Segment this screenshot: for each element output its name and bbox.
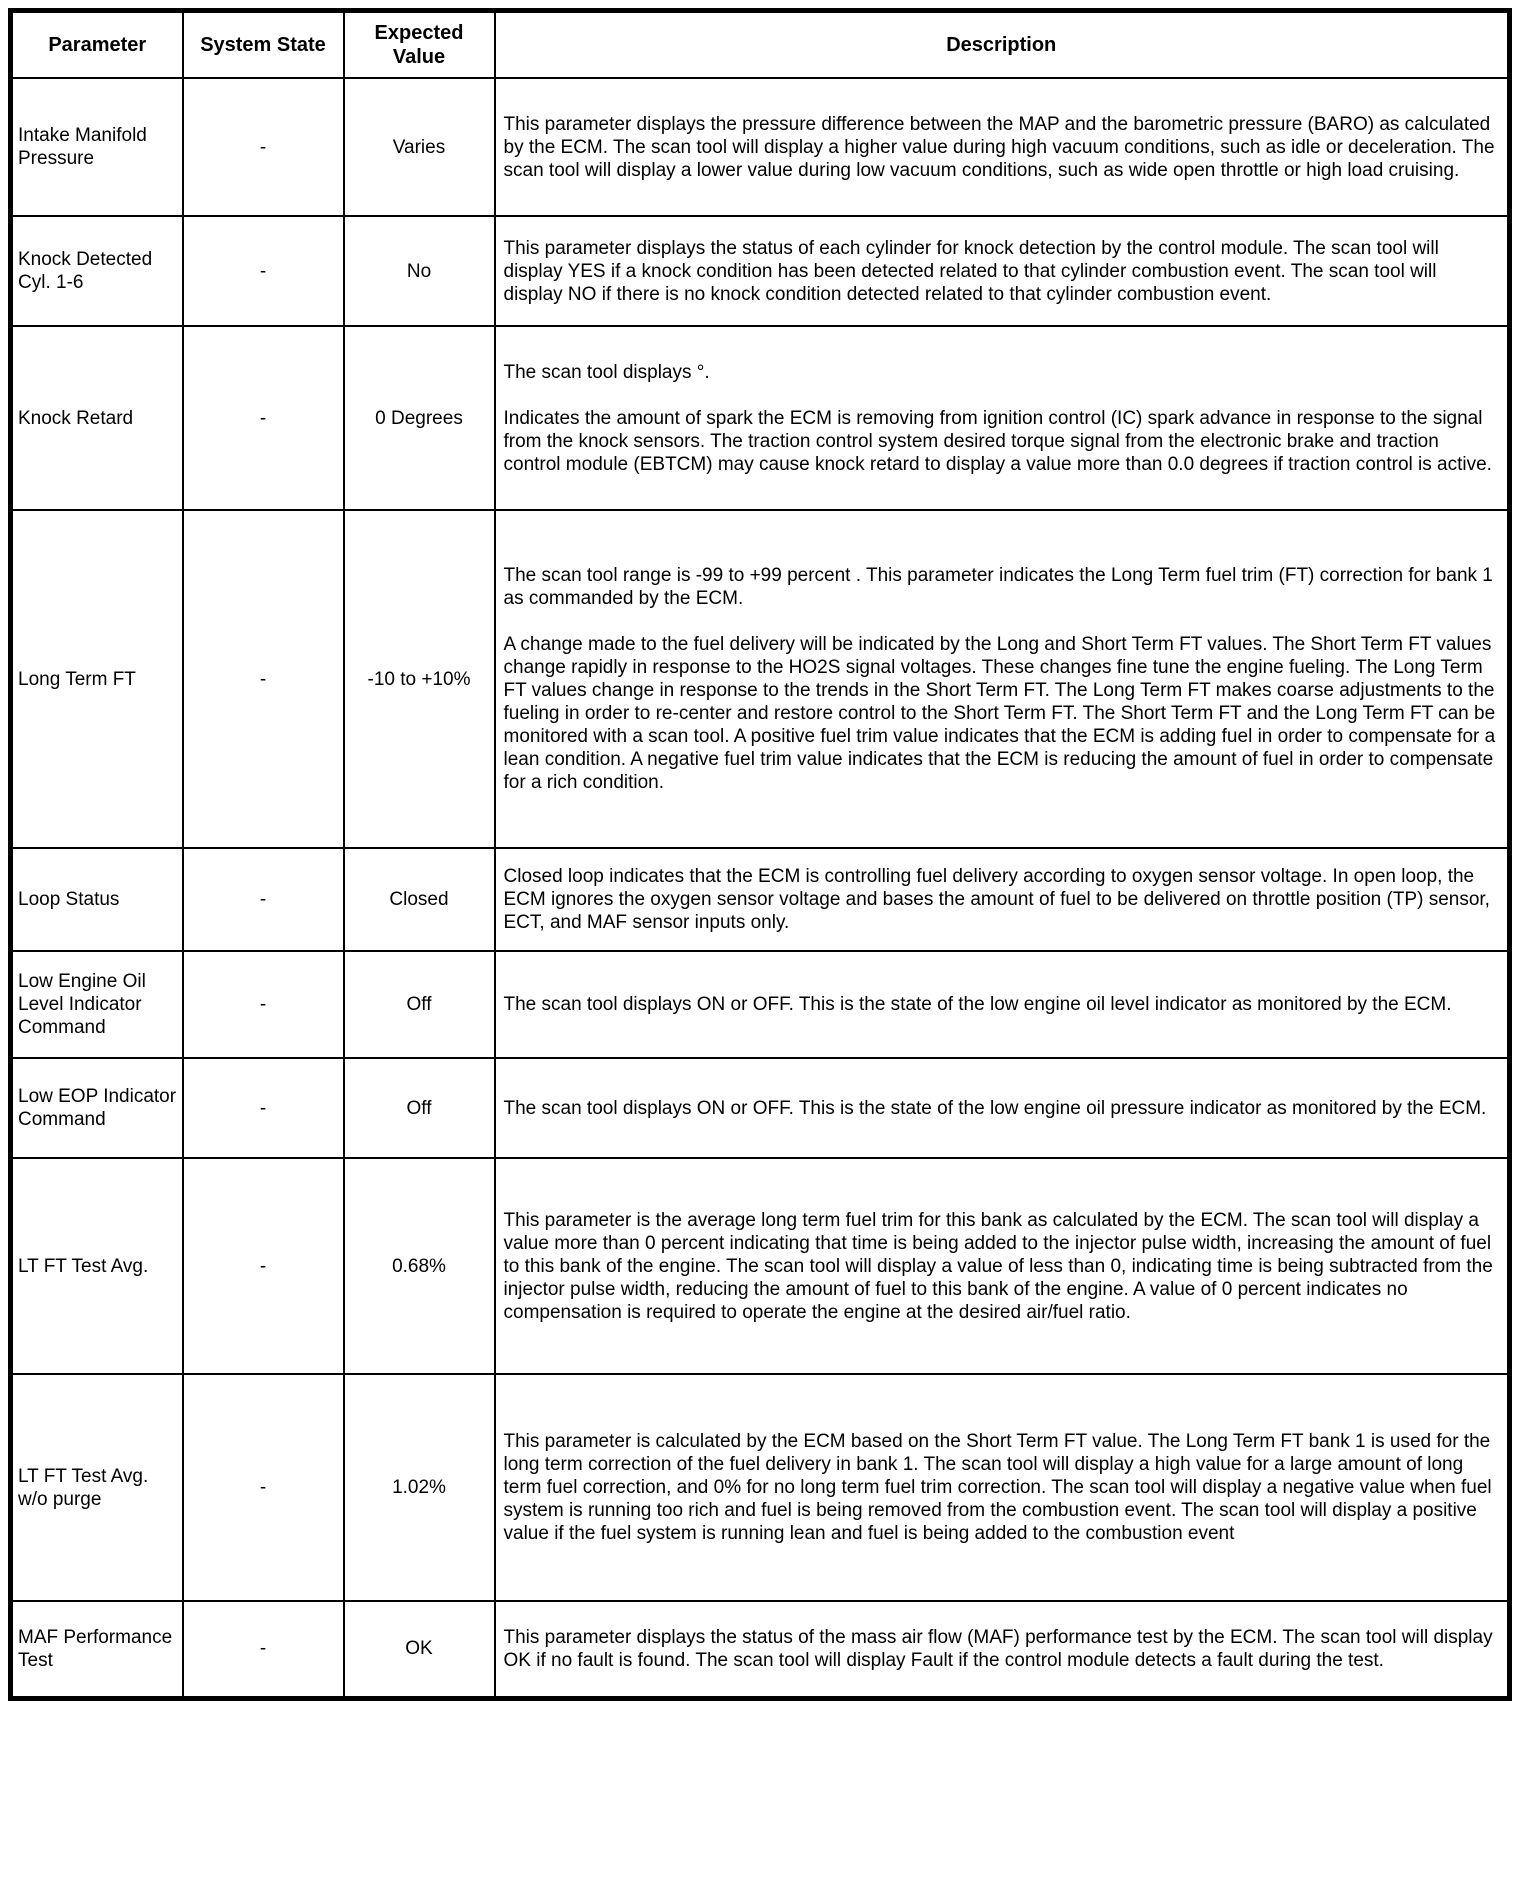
expected-value-cell: Varies — [344, 78, 495, 216]
system-state-cell: - — [183, 1374, 344, 1601]
table-header — [11, 11, 1510, 79]
description-paragraph: This parameter is calculated by the ECM based on the Short Term FT value. The Long Term FT bank 1 is used for the long term correction of the fuel delivery in bank 1. The scan tool will display a high value for a large amount of long term fuel correction, and 0% for no long term fuel trim correction. The scan tool will display a negative value when fuel system is running too rich and fuel is being removed from the combustion event. The scan tool will display a positive value if the fuel system is running lean and fuel is being added to the combustion event — [503, 1431, 1492, 1544]
table-row — [11, 510, 1510, 848]
column-header-expected-value: Expected Value — [344, 11, 495, 79]
expected-value-cell: 0.68% — [344, 1158, 495, 1374]
description-cell — [495, 216, 1510, 326]
description-cell — [495, 1058, 1510, 1158]
expected-value-cell: -10 to +10% — [344, 510, 495, 848]
parameter-cell: Knock Retard — [11, 326, 183, 510]
column-header-parameter: Parameter — [11, 11, 183, 79]
description-paragraph: Closed loop indicates that the ECM is controlling fuel delivery according to oxygen sensor voltage. In open loop, the ECM ignores the oxygen sensor voltage and bases the amount of fuel to be delivered on throttle position (TP) sensor, ECT, and MAF sensor inputs only. — [503, 866, 1490, 933]
system-state-cell: - — [183, 216, 344, 326]
expected-value-cell: Off — [344, 951, 495, 1058]
table-row — [11, 1374, 1510, 1601]
description-cell — [495, 1158, 1510, 1374]
description-paragraph: A change made to the fuel delivery will be indicated by the Long and Short Term FT values. The Short Term FT values change rapidly in response to the HO2S signal voltages. These changes fine tune the engine fueling. The Long Term FT values change in response to the trends in the Short Term FT. The Long Term FT makes coarse adjustments to the fueling in order to re-center and restore control to the Short Term FT. The Short Term FT and the Long Term FT can be monitored with a scan tool. A positive fuel trim value indicates that the ECM is adding fuel in order to compensate for a lean condition. A negative fuel trim value indicates that the ECM is reducing the amount of fuel in order to compensate for a rich condition. — [503, 634, 1496, 793]
description-cell — [495, 326, 1510, 510]
parameter-cell: LT FT Test Avg. w/o purge — [11, 1374, 183, 1601]
parameter-cell: Low EOP Indicator Command — [11, 1058, 183, 1158]
system-state-cell: - — [183, 848, 344, 951]
table-row — [11, 1058, 1510, 1158]
expected-value-cell: No — [344, 216, 495, 326]
description-cell — [495, 848, 1510, 951]
system-state-cell: - — [183, 510, 344, 848]
system-state-cell: - — [183, 78, 344, 216]
column-header-system-state: System State — [183, 11, 344, 79]
expected-value-cell: Off — [344, 1058, 495, 1158]
table-row — [11, 78, 1510, 216]
description-cell — [495, 1601, 1510, 1698]
table-body — [11, 78, 1510, 1698]
expected-value-cell: Closed — [344, 848, 495, 951]
system-state-cell: - — [183, 1058, 344, 1158]
parameter-cell: Low Engine Oil Level Indicator Command — [11, 951, 183, 1058]
parameters-table — [8, 8, 1512, 1701]
system-state-cell: - — [183, 1158, 344, 1374]
parameter-cell: LT FT Test Avg. — [11, 1158, 183, 1374]
header-row — [11, 11, 1510, 79]
system-state-cell: - — [183, 1601, 344, 1698]
expected-value-cell: OK — [344, 1601, 495, 1698]
parameter-cell: MAF Performance Test — [11, 1601, 183, 1698]
system-state-cell: - — [183, 326, 344, 510]
description-paragraph: The scan tool displays ON or OFF. This is the state of the low engine oil level indicator as monitored by the ECM. — [503, 994, 1452, 1015]
table-row — [11, 326, 1510, 510]
table-row — [11, 848, 1510, 951]
description-paragraph: This parameter displays the status of each cylinder for knock detection by the control module. The scan tool will display YES if a knock condition has been detected related to that cylinder combustion event. The scan tool will display NO if there is no knock condition detected related to that cylinder combustion event. — [503, 237, 1439, 305]
table-row — [11, 1158, 1510, 1374]
parameter-cell: Knock Detected Cyl. 1-6 — [11, 216, 183, 326]
table-row — [11, 1601, 1510, 1698]
parameter-cell: Loop Status — [11, 848, 183, 951]
description-cell — [495, 78, 1510, 216]
expected-value-cell: 0 Degrees — [344, 326, 495, 510]
description-cell — [495, 951, 1510, 1058]
description-cell — [495, 1374, 1510, 1601]
description-paragraph: The scan tool range is -99 to +99 percent . This parameter indicates the Long Term fuel trim (FT) correction for bank 1 as commanded by the ECM. — [503, 565, 1493, 609]
description-paragraph: This parameter is the average long term fuel trim for this bank as calculated by the ECM. The scan tool will display a value more than 0 percent indicating that time is being added to the injector pulse width, increasing the amount of fuel to this bank of the engine. The scan tool will display a value of less than 0, indicating time is being subtracted from the injector pulse width, reducing the amount of fuel to this bank of the engine. A value of 0 percent indicates no compensation is required to operate the engine at the desired air/fuel ratio. — [503, 1209, 1493, 1323]
table-row — [11, 216, 1510, 326]
parameter-cell: Long Term FT — [11, 510, 183, 848]
table-row — [11, 951, 1510, 1058]
parameter-cell: Intake Manifold Pressure — [11, 78, 183, 216]
description-paragraph: This parameter displays the pressure difference between the MAP and the barometric pressure (BARO) as calculated by the ECM. The scan tool will display a higher value during high vacuum conditions, such as idle or deceleration. The scan tool will display a lower value during low vacuum conditions, such as wide open throttle or high load cruising. — [503, 113, 1495, 181]
description-paragraph: This parameter displays the status of the mass air flow (MAF) performance test by the ECM. The scan tool will display OK if no fault is found. The scan tool will display Fault if the control module detects a fault during the test. — [503, 1626, 1493, 1671]
column-header-description: Description — [495, 11, 1510, 79]
system-state-cell: - — [183, 951, 344, 1058]
description-paragraph: The scan tool displays °. — [503, 361, 710, 383]
description-cell — [495, 510, 1510, 848]
expected-value-cell: 1.02% — [344, 1374, 495, 1601]
description-paragraph: The scan tool displays ON or OFF. This is the state of the low engine oil pressure indicator as monitored by the ECM. — [503, 1097, 1487, 1119]
description-paragraph: Indicates the amount of spark the ECM is removing from ignition control (IC) spark advance in response to the signal from the knock sensors. The traction control system desired torque signal from the electronic brake and traction control module (EBTCM) may cause knock retard to display a value more than 0.0 degrees if traction control is active. — [503, 407, 1492, 475]
